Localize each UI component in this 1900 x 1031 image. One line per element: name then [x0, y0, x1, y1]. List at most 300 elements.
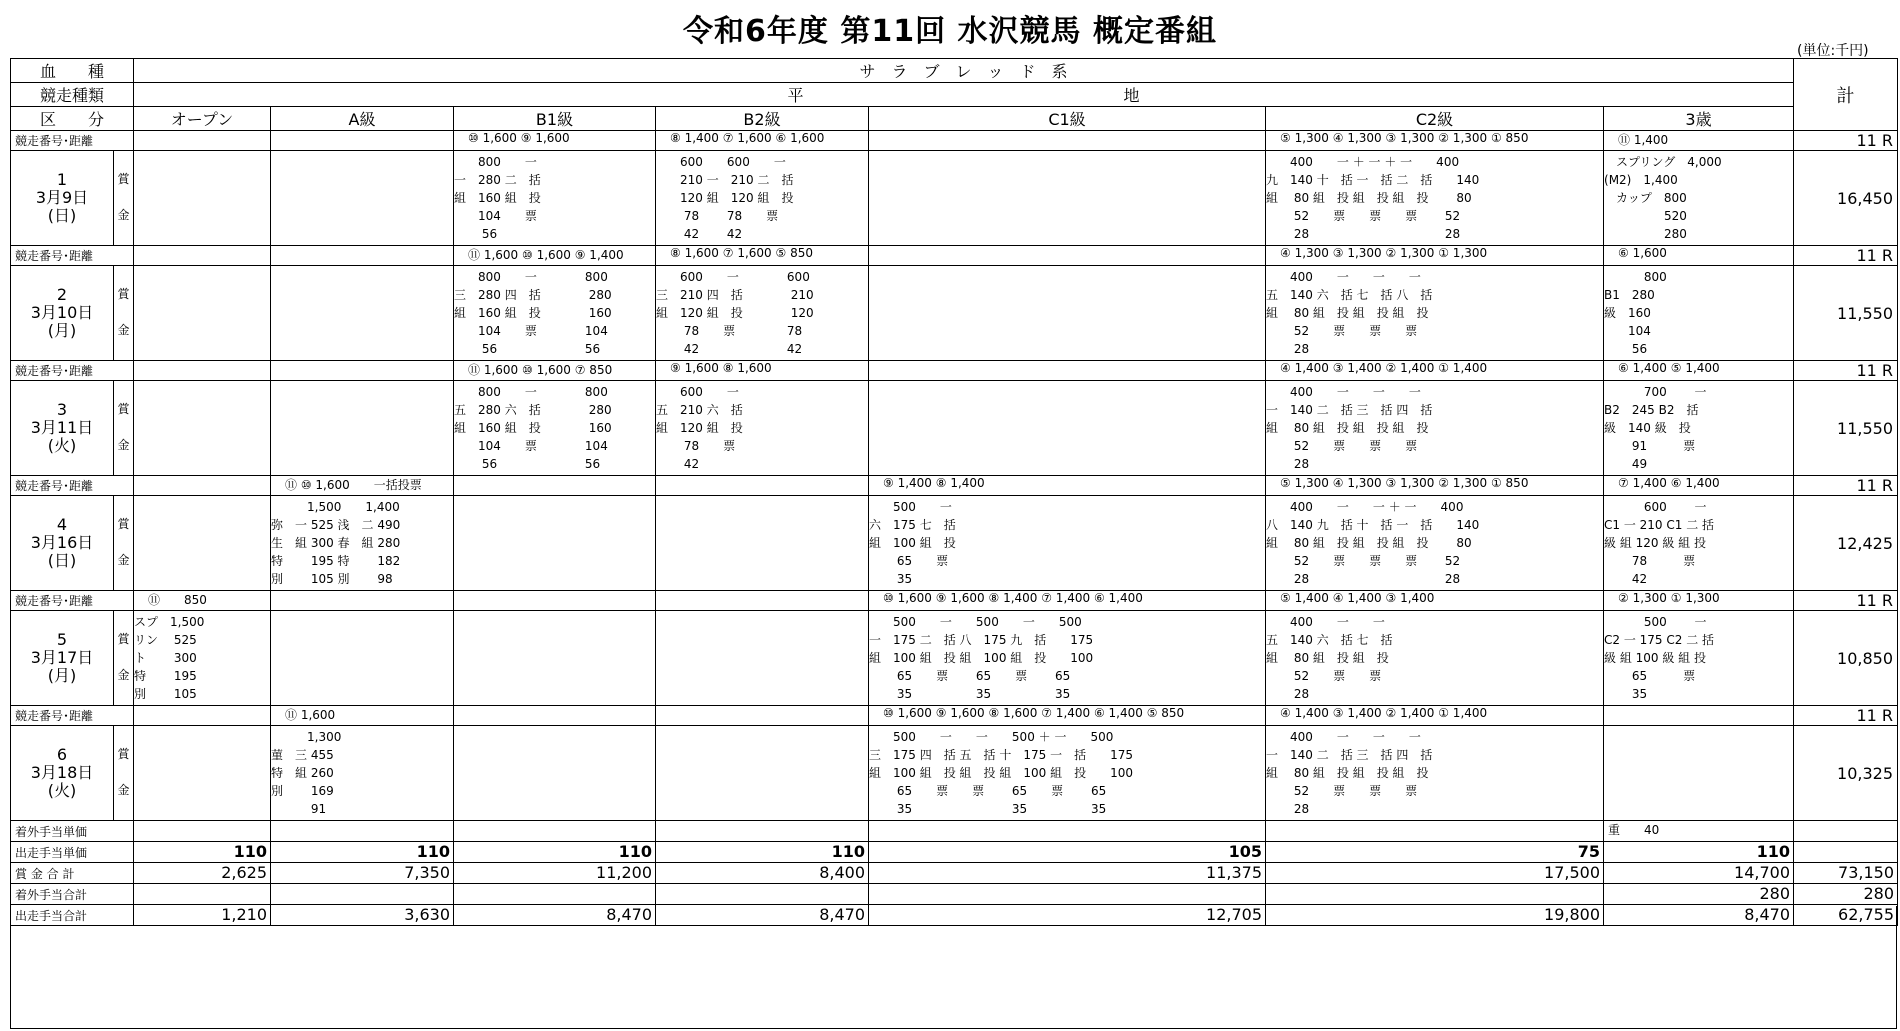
blood-value: サ ラ ブ レ ッ ド 系 [134, 59, 1794, 83]
dist-cell [656, 591, 869, 611]
dist-cell: ⑪ 1,600 ⑩ 1,600 ⑨ 1,400 [454, 246, 656, 266]
dist-cell [454, 591, 656, 611]
prize-line: 42 42 [656, 227, 743, 241]
prize-line: C2 一 175 C2 二 括 [1604, 633, 1715, 647]
prize-line: 級 組 100 級 組 投 [1604, 651, 1706, 665]
prize-row [11, 381, 1898, 476]
day-date: 3月16日 [30, 533, 94, 552]
prize-line: 91 [271, 802, 327, 816]
dist-cell: ⑨ 1,400 ⑧ 1,400 [869, 476, 1266, 496]
prize-line: 800 一 800 [454, 385, 608, 399]
prize-label [114, 726, 134, 821]
prize-label [114, 611, 134, 706]
race-count: 11 R [1794, 591, 1898, 611]
prize-line: 65 票 [869, 554, 949, 568]
day-total: 11,550 [1794, 266, 1898, 361]
prize-line: 400 一 ＋ 一 ＋ 一 400 [1266, 155, 1460, 169]
prize-line: 78 78 票 [656, 209, 779, 223]
prize-line: (M2) 1,400 [1604, 173, 1678, 187]
total-row-extra-unit [11, 821, 1898, 842]
prize-cell [1604, 151, 1794, 246]
day-label [11, 496, 114, 591]
dist-row [11, 476, 1898, 496]
prize-line: 八 140 九 括 十 括 一 括 140 [1266, 518, 1480, 532]
prize-label-bottom: 金 [117, 438, 130, 452]
prize-label-bottom: 金 [117, 668, 130, 682]
total-cell [271, 821, 454, 842]
dist-cell: ④ 1,400 ③ 1,400 ② 1,400 ① 1,400 [1266, 361, 1604, 381]
prize-line: 104 票 [454, 209, 537, 223]
prize-line: 組 80 組 投 組 投 組 投 80 [1266, 536, 1472, 550]
dist-cell: ⑪ ⑩ 1,600 一括投票 [271, 476, 454, 496]
prize-cell [454, 381, 656, 476]
total-cell: 2,625 [134, 863, 271, 884]
prize-line: 組 160 組 投 160 [454, 306, 612, 320]
prize-label-top: 賞 [117, 517, 130, 531]
dist-label: 競走番号･距離 [11, 591, 134, 611]
class-row [11, 107, 1898, 131]
prize-cell [656, 611, 869, 706]
prize-line: 別 105 別 98 [271, 572, 393, 586]
day-total: 10,850 [1794, 611, 1898, 706]
dist-cell: ⑪ 1,600 ⑩ 1,600 ⑦ 850 [454, 361, 656, 381]
grand-total [1794, 842, 1898, 863]
total-cell [134, 821, 271, 842]
total-cell [454, 884, 656, 905]
page-title: 令和6年度 第11回 水沢競馬 概定番組 [683, 14, 1217, 49]
dist-cell: ⑧ 1,400 ⑦ 1,600 ⑥ 1,600 [656, 131, 869, 151]
class-3yo: 3歳 [1604, 107, 1794, 131]
dist-cell [134, 246, 271, 266]
total-cell [134, 884, 271, 905]
prize-cell [134, 151, 271, 246]
prize-cell [1266, 611, 1604, 706]
dist-cell: ⑪ 1,600 [271, 706, 454, 726]
day-num: 1 [56, 170, 68, 189]
prize-line: 52 票 票 票 [1266, 784, 1418, 798]
dist-cell: ⑪ 1,400 [1604, 131, 1794, 151]
prize-cell [869, 496, 1266, 591]
prize-line: 28 28 [1266, 572, 1461, 586]
prize-line: 28 [1266, 802, 1310, 816]
prize-line: 56 [1604, 342, 1648, 356]
dist-cell [1604, 706, 1794, 726]
prize-line: 65 票 票 65 票 65 [869, 784, 1107, 798]
prize-cell [454, 266, 656, 361]
dist-cell [271, 591, 454, 611]
total-cell: 8,470 [454, 905, 656, 926]
total-cell: 110 [271, 842, 454, 863]
dist-cell: ⑪ 850 [134, 591, 271, 611]
prize-cell [1266, 726, 1604, 821]
prize-line: 600 一 600 [656, 270, 810, 284]
prize-line: 400 一 一 ＋ 一 400 [1266, 500, 1464, 514]
total-row-prize-sum [11, 863, 1898, 884]
dist-cell [656, 476, 869, 496]
prize-label [114, 496, 134, 591]
prize-line: 800 一 [454, 155, 537, 169]
day-num: 3 [56, 400, 68, 419]
total-cell [869, 821, 1266, 842]
prize-cell [656, 266, 869, 361]
prize-row [11, 496, 1898, 591]
prize-row [11, 151, 1898, 246]
prize-line: 35 [1604, 687, 1648, 701]
prize-label-top: 賞 [117, 402, 130, 416]
grand-total: 62,755 [1794, 905, 1898, 926]
dist-cell: ④ 1,300 ③ 1,300 ② 1,300 ① 1,300 [1266, 246, 1604, 266]
dist-label: 競走番号･距離 [11, 361, 134, 381]
prize-cell [656, 381, 869, 476]
day-num: 4 [56, 515, 68, 534]
prize-cell [869, 381, 1266, 476]
dist-cell: ⑥ 1,600 [1604, 246, 1794, 266]
prize-line: 組 120 組 投 120 [656, 306, 814, 320]
total-cell [271, 884, 454, 905]
class-b1: B1級 [454, 107, 656, 131]
dist-cell [271, 246, 454, 266]
prize-cell [1266, 381, 1604, 476]
total-row-label: 着外手当合計 [11, 884, 134, 905]
day-date: 3月18日 [30, 763, 94, 782]
day-total: 12,425 [1794, 496, 1898, 591]
prize-line: 78 票 78 [656, 324, 803, 338]
prize-line: ト 300 [134, 651, 197, 665]
prize-label-top: 賞 [117, 632, 130, 646]
dist-cell: ⑩ 1,600 ⑨ 1,600 ⑧ 1,400 ⑦ 1,400 ⑥ 1,400 [869, 591, 1266, 611]
total-cell: 8,470 [1604, 905, 1794, 926]
dist-cell [454, 706, 656, 726]
total-cell: 3,630 [271, 905, 454, 926]
total-row-extra-sum [11, 884, 1898, 905]
prize-label [114, 381, 134, 476]
dist-row [11, 591, 1898, 611]
prize-line: 三 210 四 括 210 [656, 288, 814, 302]
prize-line: 別 105 [134, 687, 197, 701]
total-row-label: 出走手当合計 [11, 905, 134, 926]
class-label: 区 分 [11, 107, 134, 131]
prize-cell [134, 381, 271, 476]
prize-line: 42 42 [656, 342, 803, 356]
prize-row [11, 266, 1898, 361]
prize-line: 49 [1604, 457, 1648, 471]
prize-line: カップ 800 [1604, 191, 1687, 205]
prize-line: 600 600 一 [656, 155, 786, 169]
dist-cell [869, 131, 1266, 151]
prize-line: 組 100 組 投 組 100 組 投 100 [869, 651, 1094, 665]
total-cell [1266, 821, 1604, 842]
prize-line: 52 票 票 [1266, 669, 1382, 683]
class-a: A級 [271, 107, 454, 131]
blood-label: 血 種 [11, 59, 134, 83]
prize-line: 組 100 組 投 組 投 組 100 組 投 100 [869, 766, 1133, 780]
day-date: 3月9日 [35, 188, 89, 207]
day-dow: (月) [47, 321, 77, 340]
class-c1: C1級 [869, 107, 1266, 131]
dist-cell: ⑤ 1,400 ④ 1,400 ③ 1,400 [1266, 591, 1604, 611]
prize-cell [656, 496, 869, 591]
prize-cell [1604, 381, 1794, 476]
prize-cell [271, 611, 454, 706]
day-total: 10,325 [1794, 726, 1898, 821]
total-cell [1266, 884, 1604, 905]
prize-cell [134, 611, 271, 706]
dist-cell [656, 706, 869, 726]
prize-cell [656, 726, 869, 821]
day-label [11, 381, 114, 476]
dist-label: 競走番号･距離 [11, 246, 134, 266]
prize-line: 組 100 組 投 [869, 536, 956, 550]
day-total: 11,550 [1794, 381, 1898, 476]
total-cell [656, 821, 869, 842]
prize-line: 1,300 [271, 730, 342, 744]
prize-line: スプリング 4,000 [1604, 155, 1722, 169]
prize-line: 104 票 104 [454, 439, 608, 453]
prize-cell [134, 496, 271, 591]
dist-cell [134, 706, 271, 726]
prize-line: 400 一 一 一 [1266, 730, 1421, 744]
prize-cell [134, 726, 271, 821]
prize-line: 42 [1604, 572, 1648, 586]
day-label [11, 151, 114, 246]
prize-line: 700 一 [1604, 385, 1707, 399]
prize-cell [271, 496, 454, 591]
prize-cell [1604, 266, 1794, 361]
race-count: 11 R [1794, 476, 1898, 496]
prize-line: 五 280 六 括 280 [454, 403, 612, 417]
prize-line: 56 56 [454, 457, 601, 471]
prize-cell [1266, 496, 1604, 591]
race-count: 11 R [1794, 361, 1898, 381]
prize-line: 500 一 [869, 500, 952, 514]
prize-cell [454, 151, 656, 246]
prize-line: 三 280 四 括 280 [454, 288, 612, 302]
prize-line: 65 票 65 票 65 [869, 669, 1071, 683]
day-num: 2 [56, 285, 68, 304]
race-program-table [10, 58, 1898, 926]
prize-cell [1604, 726, 1794, 821]
prize-row [11, 726, 1898, 821]
day-total: 16,450 [1794, 151, 1898, 246]
prize-line: 78 票 [1604, 554, 1696, 568]
dist-cell: ⑩ 1,600 ⑨ 1,600 ⑧ 1,600 ⑦ 1,400 ⑥ 1,400 ⑤ 850 [869, 706, 1266, 726]
dist-cell: ⑤ 1,300 ④ 1,300 ③ 1,300 ② 1,300 ① 850 [1266, 131, 1604, 151]
prize-line: 78 票 [656, 439, 736, 453]
total-cell: 重 40 [1604, 821, 1794, 842]
prize-line: 400 一 一 一 [1266, 270, 1421, 284]
total-cell: 105 [869, 842, 1266, 863]
prize-line: 52 票 票 票 [1266, 324, 1418, 338]
prize-line: 特 組 260 [271, 766, 334, 780]
total-cell: 75 [1266, 842, 1604, 863]
grand-total [1794, 821, 1898, 842]
prize-line: 組 80 組 投 組 投 組 投 [1266, 421, 1429, 435]
prize-line: 組 160 組 投 160 [454, 421, 612, 435]
dist-cell [454, 476, 656, 496]
prize-cell [1604, 496, 1794, 591]
dist-cell [134, 476, 271, 496]
prize-line: 組 80 組 投 組 投 組 投 80 [1266, 191, 1472, 205]
prize-label-bottom: 金 [117, 208, 130, 222]
prize-line: 400 一 一 [1266, 615, 1385, 629]
day-label [11, 611, 114, 706]
total-cell [454, 821, 656, 842]
prize-line: 級 160 [1604, 306, 1651, 320]
prize-cell [869, 266, 1266, 361]
dist-cell: ⑤ 1,300 ④ 1,300 ③ 1,300 ② 1,300 ① 850 [1266, 476, 1604, 496]
day-num: 5 [56, 630, 68, 649]
class-c2: C2級 [1266, 107, 1604, 131]
total-cell: 11,375 [869, 863, 1266, 884]
prize-cell [1266, 266, 1604, 361]
race-count: 11 R [1794, 131, 1898, 151]
dist-cell [134, 131, 271, 151]
total-row-label: 賞 金 合 計 [11, 863, 134, 884]
prize-line: 35 35 35 [869, 802, 1107, 816]
prize-cell [271, 266, 454, 361]
dist-cell [869, 361, 1266, 381]
prize-cell [454, 726, 656, 821]
prize-line: C1 一 210 C1 二 括 [1604, 518, 1715, 532]
total-cell: 110 [454, 842, 656, 863]
prize-cell [869, 726, 1266, 821]
race-type-value: 平 地 [134, 83, 1794, 107]
day-dow: (日) [47, 206, 77, 225]
prize-line: 級 140 級 投 [1604, 421, 1691, 435]
dist-cell: ⑨ 1,600 ⑧ 1,600 [656, 361, 869, 381]
total-cell: 11,200 [454, 863, 656, 884]
prize-line: 120 組 120 組 投 [656, 191, 794, 205]
blank-footer-area [10, 906, 1897, 1029]
prize-line: 91 票 [1604, 439, 1696, 453]
unit-note: (単位:千円) [1797, 43, 1869, 59]
prize-line: 五 210 六 括 [656, 403, 743, 417]
prize-line: 特 195 [134, 669, 197, 683]
grand-total: 280 [1794, 884, 1898, 905]
prize-cell [271, 726, 454, 821]
class-b2: B2級 [656, 107, 869, 131]
prize-line: 800 一 800 [454, 270, 608, 284]
prize-line: 42 [656, 457, 700, 471]
prize-line: 一 280 二 括 [454, 173, 541, 187]
prize-cell [454, 611, 656, 706]
prize-line: 52 票 票 票 52 [1266, 209, 1461, 223]
prize-line: 九 140 十 括 一 括 二 括 140 [1266, 173, 1480, 187]
day-dow: (火) [47, 781, 77, 800]
day-label [11, 726, 114, 821]
total-cell: 1,210 [134, 905, 271, 926]
prize-line: 別 169 [271, 784, 334, 798]
prize-line: 組 120 組 投 [656, 421, 743, 435]
prize-line: 三 175 四 括 五 括 十 175 一 括 175 [869, 748, 1133, 762]
prize-line: 35 35 35 [869, 687, 1071, 701]
total-cell: 8,400 [656, 863, 869, 884]
prize-line: 一 140 二 括 三 括 四 括 [1266, 748, 1433, 762]
day-dow: (火) [47, 436, 77, 455]
prize-line: 52 票 票 票 52 [1266, 554, 1461, 568]
prize-line: 六 175 七 括 [869, 518, 956, 532]
prize-cell [271, 381, 454, 476]
dist-row [11, 131, 1898, 151]
prize-line: 520 [1604, 209, 1687, 223]
prize-line: 組 80 組 投 組 投 [1266, 651, 1389, 665]
dist-cell: ② 1,300 ① 1,300 [1604, 591, 1794, 611]
dist-row [11, 706, 1898, 726]
prize-cell [656, 151, 869, 246]
prize-line: 28 28 [1266, 227, 1461, 241]
dist-label: 競走番号･距離 [11, 131, 134, 151]
total-cell [656, 884, 869, 905]
prize-line: 組 80 組 投 組 投 組 投 [1266, 766, 1429, 780]
prize-line: 28 [1266, 457, 1310, 471]
prize-cell [1266, 151, 1604, 246]
dist-row [11, 361, 1898, 381]
prize-line: B2 245 B2 括 [1604, 403, 1699, 417]
prize-line: 五 140 六 括 七 括 [1266, 633, 1393, 647]
prize-line: 104 [1604, 324, 1651, 338]
total-header: 計 [1794, 59, 1898, 131]
prize-label [114, 151, 134, 246]
prize-line: 一 175 二 括 八 175 九 括 175 [869, 633, 1094, 647]
total-cell: 110 [656, 842, 869, 863]
dist-cell [271, 131, 454, 151]
prize-line: 35 [869, 572, 913, 586]
race-count: 11 R [1794, 246, 1898, 266]
prize-row [11, 611, 1898, 706]
race-type-row [11, 83, 1898, 107]
prize-cell [869, 151, 1266, 246]
dist-label: 競走番号･距離 [11, 476, 134, 496]
day-dow: (月) [47, 666, 77, 685]
prize-line: 52 票 票 票 [1266, 439, 1418, 453]
day-dow: (日) [47, 551, 77, 570]
total-row-label: 出走手当単価 [11, 842, 134, 863]
total-cell: 110 [134, 842, 271, 863]
prize-line: 500 一 一 500 ＋ 一 500 [869, 730, 1114, 744]
prize-line: 一 140 二 括 三 括 四 括 [1266, 403, 1433, 417]
dist-cell: ⑥ 1,400 ⑤ 1,400 [1604, 361, 1794, 381]
prize-line: 600 一 [656, 385, 739, 399]
total-row-label: 着外手当単価 [11, 821, 134, 842]
prize-line: 級 組 120 級 組 投 [1604, 536, 1706, 550]
dist-cell [134, 361, 271, 381]
prize-line: 500 一 500 一 500 [869, 615, 1082, 629]
prize-line: 104 票 104 [454, 324, 608, 338]
prize-line: 組 160 組 投 [454, 191, 541, 205]
prize-line: 280 [1604, 227, 1687, 241]
prize-line: 210 一 210 二 括 [656, 173, 794, 187]
day-num: 6 [56, 745, 68, 764]
dist-cell: ④ 1,400 ③ 1,400 ② 1,400 ① 1,400 [1266, 706, 1604, 726]
prize-line: 五 140 六 括 七 括 八 括 [1266, 288, 1433, 302]
prize-label-top: 賞 [117, 747, 130, 761]
prize-line: 28 [1266, 342, 1310, 356]
total-row-start-unit [11, 842, 1898, 863]
total-cell: 280 [1604, 884, 1794, 905]
dist-cell [869, 246, 1266, 266]
prize-line: 56 56 [454, 342, 601, 356]
total-cell: 14,700 [1604, 863, 1794, 884]
class-open: オープン [134, 107, 271, 131]
prize-line: 56 [454, 227, 498, 241]
prize-line: 400 一 一 一 [1266, 385, 1421, 399]
dist-cell: ⑧ 1,600 ⑦ 1,600 ⑤ 850 [656, 246, 869, 266]
prize-line: 生 組 300 春 組 280 [271, 536, 401, 550]
dist-cell [271, 361, 454, 381]
prize-line: 500 一 [1604, 615, 1707, 629]
prize-line: 特 195 特 182 [271, 554, 401, 568]
prize-cell [271, 151, 454, 246]
